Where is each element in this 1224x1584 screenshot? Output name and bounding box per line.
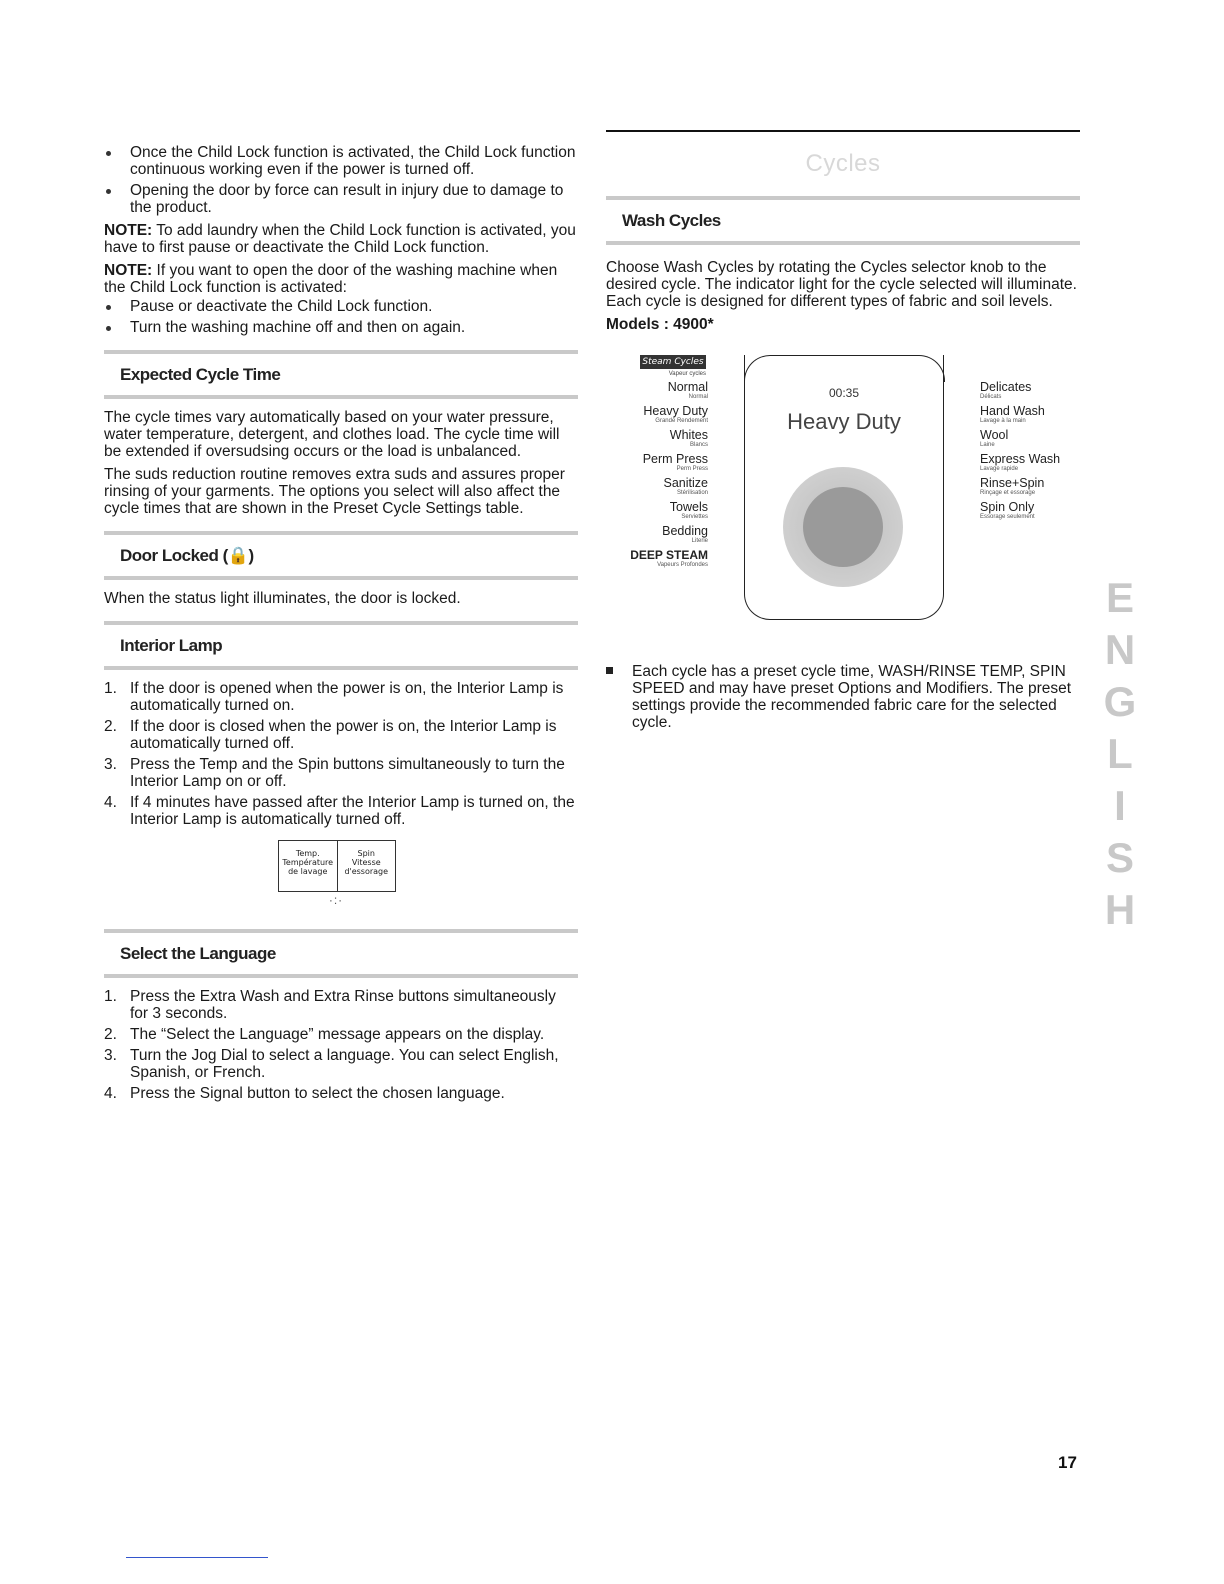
step-text: Press the Extra Wash and Extra Rinse buttons simultaneously for 3 seconds. bbox=[130, 988, 556, 1022]
preset-info bbox=[606, 663, 1080, 731]
selected-cycle-readout: Heavy Duty bbox=[787, 409, 901, 434]
section-interior-lamp: Interior Lamp bbox=[104, 621, 578, 670]
cycle-name-fr: Rinçage et essorage bbox=[980, 490, 1036, 496]
cycle-option bbox=[606, 549, 708, 569]
temp-label-fr: Température bbox=[282, 858, 334, 867]
step-number: 1. bbox=[104, 988, 117, 1005]
list-item bbox=[104, 756, 578, 790]
display-panel bbox=[744, 355, 944, 620]
cycle-selector-knob bbox=[783, 467, 903, 587]
cycle-option bbox=[980, 381, 1090, 401]
side-letter: N bbox=[1104, 626, 1136, 673]
list-item: Once the Child Lock function is activated, the Child Lock function continuous working even if the power is turned off. bbox=[104, 144, 578, 178]
door-locked-text: When the status light illuminates, the door is locked. bbox=[104, 590, 461, 607]
list-item bbox=[104, 1026, 578, 1043]
cycle-option bbox=[606, 381, 708, 401]
wash-cycles-text: Choose Wash Cycles by rotating the Cycles selector knob to the desired cycle. The indicator light for the cycle selected will illuminate. Each cycle is designed for different types of fabric and soil levels. bbox=[606, 259, 1077, 310]
side-letter: L bbox=[1107, 730, 1133, 777]
cycle-name: Heavy Duty bbox=[643, 404, 708, 418]
list-item bbox=[104, 794, 578, 828]
models-label: Models : 4900* bbox=[606, 316, 714, 333]
side-language-label bbox=[1100, 572, 1140, 936]
step-text: Press the Signal button to select the chosen language. bbox=[130, 1085, 505, 1102]
cycle-name-fr: Serviettes bbox=[681, 514, 708, 520]
cycle-selector-illustration bbox=[606, 355, 1080, 645]
step-text: Press the Temp and the Spin buttons simultaneously to turn the Interior Lamp on or off. bbox=[130, 756, 565, 790]
footer-rule bbox=[126, 1557, 268, 1558]
spin-label-fr: d'essorage bbox=[344, 867, 389, 876]
cycle-name-fr: Grande Rendement bbox=[655, 418, 708, 424]
cycle-name: Express Wash bbox=[980, 452, 1061, 466]
preset-info-text: Each cycle has a preset cycle time, WASH/RINSE TEMP, SPIN SPEED and may have preset Options and Modifiers. The preset settings provide the recommended fabric care for the selected cycle. bbox=[632, 663, 1072, 731]
list-item: Turn the washing machine off and then on again. bbox=[104, 319, 578, 336]
step-number: 2. bbox=[104, 718, 117, 735]
cycle-option bbox=[980, 429, 1090, 449]
steam-cycles-sub: Vapeur cycles bbox=[668, 371, 706, 377]
cycle-name: Towels bbox=[669, 500, 708, 514]
cycle-name-fr: Vapeurs Profondes bbox=[657, 562, 708, 568]
cycle-name: Hand Wash bbox=[980, 404, 1045, 418]
note-open-door bbox=[104, 262, 578, 296]
cycle-name: Bedding bbox=[662, 524, 708, 538]
step-text: Turn the Jog Dial to select a language. You can select English, Spanish, or French. bbox=[130, 1047, 559, 1081]
note-text: If you want to open the door of the washing machine when the Child Lock function is activated: bbox=[104, 262, 558, 296]
steam-cycles-badge: Steam Cycles bbox=[640, 355, 706, 369]
side-letter: G bbox=[1103, 678, 1137, 725]
cycle-option bbox=[606, 405, 708, 425]
cycle-name-fr: Essorage seulement bbox=[980, 514, 1035, 520]
list-item bbox=[104, 988, 578, 1022]
cycle-name-fr: Perm Press bbox=[676, 466, 708, 472]
side-letter: E bbox=[1105, 574, 1134, 621]
spin-label-fr: Vitesse bbox=[351, 858, 381, 867]
open-door-bullets bbox=[104, 298, 578, 336]
cycle-name-fr: Laine bbox=[980, 442, 995, 448]
step-text: The “Select the Language” message appears on the display. bbox=[130, 1026, 545, 1043]
lamp-icon: ·:· bbox=[328, 893, 344, 907]
cycle-option bbox=[606, 477, 708, 497]
knob-center bbox=[803, 487, 883, 567]
cycle-name-fr: Délicats bbox=[980, 394, 1002, 400]
side-letter: I bbox=[1114, 782, 1126, 829]
list-item bbox=[104, 718, 578, 752]
list-item bbox=[104, 1047, 578, 1081]
spin-label: Spin bbox=[357, 849, 375, 858]
expected-paragraph-1: The cycle times vary automatically based on your water pressure, water temperature, detergent, and clothes load. The cycle time will be extended if oversudsing occurs or the load is unbalanced. bbox=[104, 409, 560, 460]
cycle-name-fr: Lavage rapide bbox=[980, 466, 1019, 472]
list-item bbox=[104, 680, 578, 714]
interior-lamp-steps bbox=[104, 680, 578, 828]
cycle-option bbox=[606, 525, 708, 545]
cycle-option bbox=[980, 501, 1090, 521]
temp-button-illustration bbox=[279, 841, 337, 891]
note-add-laundry bbox=[104, 222, 578, 256]
section-select-language: Select the Language bbox=[104, 929, 578, 978]
select-language-steps bbox=[104, 988, 578, 1102]
note-text: To add laundry when the Child Lock function is activated, you have to first pause or deactivate the Child Lock function. bbox=[104, 222, 576, 256]
cycle-name: Spin Only bbox=[980, 500, 1035, 514]
side-letter: S bbox=[1105, 834, 1134, 881]
time-readout: 00:35 bbox=[828, 386, 860, 400]
side-letter: H bbox=[1104, 886, 1136, 933]
spin-button-illustration bbox=[337, 841, 396, 891]
note-label: NOTE: bbox=[104, 222, 153, 239]
page-title: Cycles bbox=[805, 150, 881, 177]
step-text: If the door is closed when the power is on, the Interior Lamp is automatically turned off. bbox=[130, 718, 557, 752]
temp-label: Temp. bbox=[295, 849, 320, 858]
step-number: 3. bbox=[104, 1047, 117, 1064]
cycle-name-fr: Literie bbox=[691, 538, 708, 544]
page-number: 17 bbox=[1058, 1453, 1077, 1472]
cycle-option bbox=[980, 405, 1090, 425]
right-cycle-list bbox=[980, 381, 1090, 525]
cycle-name: Perm Press bbox=[642, 452, 708, 466]
cycle-option bbox=[606, 429, 708, 449]
cycle-option bbox=[606, 453, 708, 473]
left-cycle-list bbox=[606, 381, 708, 573]
cycle-name-fr: Stérilisation bbox=[676, 490, 708, 496]
cycle-name: Rinse+Spin bbox=[980, 476, 1045, 490]
cycle-name: Wool bbox=[980, 428, 1009, 442]
cycle-name: Whites bbox=[669, 428, 708, 442]
top-rule bbox=[606, 130, 1080, 132]
section-door-locked: Door Locked (🔒) bbox=[104, 531, 578, 580]
list-item: Pause or deactivate the Child Lock function. bbox=[104, 298, 578, 315]
cycle-option bbox=[980, 477, 1090, 497]
cycle-name: Delicates bbox=[980, 380, 1032, 394]
panel-box bbox=[278, 840, 396, 892]
note-label: NOTE: bbox=[104, 262, 153, 279]
step-number: 4. bbox=[104, 1085, 117, 1102]
cycle-name-fr: Lavage à la main bbox=[980, 418, 1026, 424]
step-number: 2. bbox=[104, 1026, 117, 1043]
cycle-name-fr: Normal bbox=[688, 394, 708, 400]
temp-label-fr: de lavage bbox=[288, 867, 328, 876]
section-wash-cycles: Wash Cycles bbox=[606, 196, 1080, 245]
cycle-option bbox=[606, 501, 708, 521]
cycle-option bbox=[980, 453, 1090, 473]
step-text: If the door is opened when the power is on, the Interior Lamp is automatically turned on. bbox=[130, 680, 564, 714]
left-column bbox=[104, 144, 578, 1108]
step-text: If 4 minutes have passed after the Interior Lamp is turned on, the Interior Lamp is automatically turned off. bbox=[130, 794, 575, 828]
child-lock-bullets bbox=[104, 144, 578, 216]
expected-paragraph-2: The suds reduction routine removes extra suds and assures proper rinsing of your garments. The options you select will also affect the cycle times that are shown in the Preset Cycle Settings table. bbox=[104, 466, 565, 517]
cycle-name: Normal bbox=[667, 380, 708, 394]
square-bullet-icon bbox=[606, 667, 613, 674]
step-number: 1. bbox=[104, 680, 117, 697]
temp-spin-panel-illustration bbox=[274, 840, 398, 892]
list-item bbox=[104, 1085, 578, 1102]
cycle-name: DEEP STEAM bbox=[630, 548, 708, 562]
cycle-name: Sanitize bbox=[663, 476, 708, 490]
right-column bbox=[606, 130, 1080, 731]
list-item: Opening the door by force can result in injury due to damage to the product. bbox=[104, 182, 578, 216]
step-number: 4. bbox=[104, 794, 117, 811]
step-number: 3. bbox=[104, 756, 117, 773]
section-expected-cycle-time: Expected Cycle Time bbox=[104, 350, 578, 399]
cycle-name-fr: Blancs bbox=[689, 442, 708, 448]
